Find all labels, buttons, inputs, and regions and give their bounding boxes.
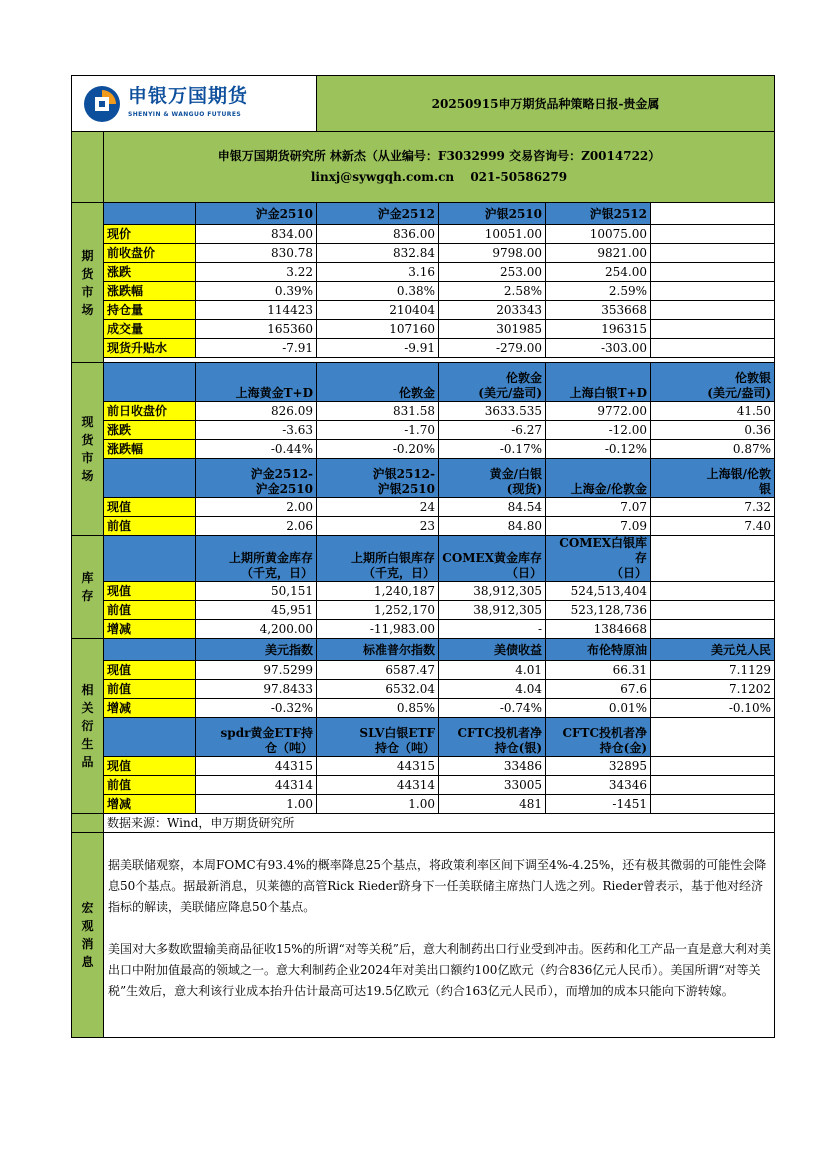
inventory-header: 上期所白银库存 （千克，日）	[317, 536, 439, 582]
futures-value: 301985	[439, 320, 546, 339]
futures-value: 834.00	[196, 225, 317, 244]
futures-row-label: 现价	[104, 225, 196, 244]
spot-value: -0.20%	[317, 440, 439, 459]
inventory-header: COMEX黄金库存 （日）	[439, 536, 546, 582]
related-value: 0.85%	[317, 699, 439, 718]
related-etf-header: CFTC投机者净 持仓(金)	[546, 718, 651, 757]
section-macro: 宏 观 消 息	[72, 833, 104, 1038]
spot-ratio-value: 2.00	[196, 498, 317, 517]
spot-ratio-row	[72, 517, 775, 536]
related-etf-value: 33005	[439, 776, 546, 795]
spot-value: -0.12%	[546, 440, 651, 459]
related-header: 美元兑人民	[651, 639, 775, 661]
spot-row	[72, 402, 775, 421]
futures-value: 9798.00	[439, 244, 546, 263]
spacer-cell	[72, 132, 104, 203]
futures-header: 沪银2510	[439, 203, 546, 225]
spot-value: 826.09	[196, 402, 317, 421]
futures-value: -303.00	[546, 339, 651, 358]
related-row-label: 现值	[104, 661, 196, 680]
futures-row	[72, 301, 775, 320]
spot-row-label: 涨跌幅	[104, 440, 196, 459]
related-etf-value: 44314	[196, 776, 317, 795]
inventory-value: 38,912,305	[439, 582, 546, 601]
spot-ratio-header: 沪银2512- 沪银2510	[317, 459, 439, 498]
inventory-value: 524,513,404	[546, 582, 651, 601]
inventory-value: 50,151	[196, 582, 317, 601]
related-row	[72, 661, 775, 680]
futures-value: 3.22	[196, 263, 317, 282]
spot-ratio-value: 7.32	[651, 498, 775, 517]
spot-ratio-row-label: 前值	[104, 517, 196, 536]
inventory-header-blank	[104, 536, 196, 582]
spot-value: -3.63	[196, 421, 317, 440]
futures-row	[72, 225, 775, 244]
futures-value: 836.00	[317, 225, 439, 244]
related-etf-row-label: 现值	[104, 757, 196, 776]
futures-value: 3.16	[317, 263, 439, 282]
news-paragraph: 美国对大多数欧盟输美商品征收15%的所谓“对等关税”后，意大利制药出口行业受到冲击。医药和化工产品一直是意大利对美出口中附加值最高的领域之一。意大利制药企业2024年对美出口额约100亿欧元（约合836亿元人民币）。美国所谓“对等关税”生效后，意大利该行业成本抬升估计最高可达19.5亿欧元（约合163亿元人民币），而增加的成本只能向下游转嫁。	[108, 942, 771, 998]
logo-mark-icon	[82, 84, 122, 124]
spot-ratio-header: 上海银/伦敦 银	[651, 459, 775, 498]
inventory-value	[651, 601, 775, 620]
spot-value: 9772.00	[546, 402, 651, 421]
futures-row-label: 涨跌	[104, 263, 196, 282]
section-related: 相 关 衍 生 品	[72, 639, 104, 814]
inventory-row	[72, 620, 775, 639]
related-row-label: 前值	[104, 680, 196, 699]
futures-value: 10075.00	[546, 225, 651, 244]
section-inventory: 库 存	[72, 536, 104, 639]
spot-ratio-header-blank	[104, 459, 196, 498]
related-value: -0.32%	[196, 699, 317, 718]
inventory-value	[651, 620, 775, 639]
logo-cell	[72, 76, 317, 132]
spot-ratio-value: 7.40	[651, 517, 775, 536]
related-row	[72, 680, 775, 699]
inventory-value: 45,951	[196, 601, 317, 620]
related-value: 4.04	[439, 680, 546, 699]
related-etf-value: 34346	[546, 776, 651, 795]
spot-value: -0.17%	[439, 440, 546, 459]
spot-value: 0.36	[651, 421, 775, 440]
inventory-row-label: 增减	[104, 620, 196, 639]
spot-row-label: 涨跌	[104, 421, 196, 440]
macro-news	[104, 833, 775, 1038]
related-etf-header: CFTC投机者净 持仓(银)	[439, 718, 546, 757]
related-etf-row	[72, 795, 775, 814]
futures-value	[651, 263, 775, 282]
spot-value: -12.00	[546, 421, 651, 440]
spot-ratio-header: 沪金2512- 沪金2510	[196, 459, 317, 498]
inventory-value: 38,912,305	[439, 601, 546, 620]
spot-row	[72, 421, 775, 440]
futures-value: 114423	[196, 301, 317, 320]
report-sheet	[71, 75, 774, 1038]
logo-text-en: SHENYIN & WANGUO FUTURES	[128, 110, 242, 118]
futures-value: 0.39%	[196, 282, 317, 301]
spot-ratio-header: 黄金/白银 (现货)	[439, 459, 546, 498]
related-value: 6532.04	[317, 680, 439, 699]
spot-header: 伦敦金 (美元/盎司)	[439, 363, 546, 402]
futures-value: 2.59%	[546, 282, 651, 301]
related-row-label: 增减	[104, 699, 196, 718]
futures-value: 9821.00	[546, 244, 651, 263]
news-paragraph: 据美联储观察，本周FOMC有93.4%的概率降息25个基点，将政策利率区间下调至4%-4.25%，还有极其微弱的可能性会降息50个基点。据最新消息，贝莱德的高管Rick Rieder跻身下一任美联储主席热门人选之列。Rieder曾表示，基于他对经济指标的解读，美联储应降息50个基点。	[108, 858, 767, 914]
inventory-value: 4,200.00	[196, 620, 317, 639]
spot-value: 41.50	[651, 402, 775, 421]
inventory-header: 上期所黄金库存 （千克，日）	[196, 536, 317, 582]
spot-ratio-value: 84.54	[439, 498, 546, 517]
related-etf-header: SLV白银ETF 持仓（吨）	[317, 718, 439, 757]
spot-ratio-row	[72, 498, 775, 517]
spot-ratio-header: 上海金/伦敦金	[546, 459, 651, 498]
related-header: 美债收益	[439, 639, 546, 661]
related-etf-row-label: 前值	[104, 776, 196, 795]
inventory-row	[72, 582, 775, 601]
related-value: 4.01	[439, 661, 546, 680]
spot-ratio-value: 7.09	[546, 517, 651, 536]
spot-value: -6.27	[439, 421, 546, 440]
inventory-value: -	[439, 620, 546, 639]
related-etf-row-label: 增减	[104, 795, 196, 814]
futures-value: 210404	[317, 301, 439, 320]
futures-header: 沪金2510	[196, 203, 317, 225]
spot-row	[72, 440, 775, 459]
spot-value: 0.87%	[651, 440, 775, 459]
related-etf-header-blank	[104, 718, 196, 757]
futures-value: -7.91	[196, 339, 317, 358]
related-etf-value: 481	[439, 795, 546, 814]
futures-row-label: 现货升贴水	[104, 339, 196, 358]
spot-ratio-value: 24	[317, 498, 439, 517]
related-etf-value: 44315	[317, 757, 439, 776]
futures-value: 107160	[317, 320, 439, 339]
spot-row-label: 前日收盘价	[104, 402, 196, 421]
related-value: 97.5299	[196, 661, 317, 680]
futures-value: 2.58%	[439, 282, 546, 301]
related-value: 7.1129	[651, 661, 775, 680]
inventory-row	[72, 601, 775, 620]
inventory-value: -11,983.00	[317, 620, 439, 639]
inventory-value: 1384668	[546, 620, 651, 639]
analyst-info: 申银万国期货研究所 林新杰（从业编号：F3032999 交易咨询号：Z0014722） linxj@sywgqh.com.cn 021-50586279	[104, 132, 775, 203]
related-value: 7.1202	[651, 680, 775, 699]
spot-ratio-row-label: 现值	[104, 498, 196, 517]
related-header: 布伦特原油	[546, 639, 651, 661]
spot-header: 上海黄金T+D	[196, 363, 317, 402]
section-spot: 现 货 市 场	[72, 363, 104, 536]
futures-header: 沪银2512	[546, 203, 651, 225]
related-header-blank	[104, 639, 196, 661]
futures-value: 353668	[546, 301, 651, 320]
futures-value	[651, 339, 775, 358]
section-futures: 期 货 市 场	[72, 203, 104, 363]
related-etf-value: 44314	[317, 776, 439, 795]
related-header: 美元指数	[196, 639, 317, 661]
futures-row-label: 成交量	[104, 320, 196, 339]
related-etf-value: 32895	[546, 757, 651, 776]
spacer-cell	[72, 814, 104, 833]
related-etf-value: 1.00	[317, 795, 439, 814]
related-etf-header: spdr黄金ETF持 仓（吨）	[196, 718, 317, 757]
futures-row-label: 前收盘价	[104, 244, 196, 263]
inventory-value: 1,240,187	[317, 582, 439, 601]
futures-value: 10051.00	[439, 225, 546, 244]
related-etf-value: 33486	[439, 757, 546, 776]
report-title: 20250915申万期货品种策略日报-贵金属	[317, 76, 775, 132]
related-row	[72, 699, 775, 718]
related-etf-value	[651, 776, 775, 795]
related-header: 标准普尔指数	[317, 639, 439, 661]
related-value: 0.01%	[546, 699, 651, 718]
inventory-header	[651, 536, 775, 582]
futures-value: 832.84	[317, 244, 439, 263]
spot-header: 伦敦金	[317, 363, 439, 402]
inventory-value: 1,252,170	[317, 601, 439, 620]
futures-value: 254.00	[546, 263, 651, 282]
logo-text-cn: 申银万国期货	[128, 84, 249, 107]
related-etf-row	[72, 757, 775, 776]
futures-value: -279.00	[439, 339, 546, 358]
futures-row	[72, 339, 775, 358]
related-etf-value: -1451	[546, 795, 651, 814]
futures-value	[651, 282, 775, 301]
spot-ratio-value: 2.06	[196, 517, 317, 536]
futures-value: 165360	[196, 320, 317, 339]
futures-value	[651, 320, 775, 339]
spot-header-blank	[104, 363, 196, 402]
related-etf-row	[72, 776, 775, 795]
futures-header	[651, 203, 775, 225]
futures-row	[72, 320, 775, 339]
spot-ratio-value: 7.07	[546, 498, 651, 517]
spot-value: -1.70	[317, 421, 439, 440]
futures-value	[651, 301, 775, 320]
related-etf-value	[651, 795, 775, 814]
company-logo	[72, 76, 316, 131]
related-etf-value: 44315	[196, 757, 317, 776]
futures-header-blank	[104, 203, 196, 225]
futures-value: 196315	[546, 320, 651, 339]
related-value: -0.74%	[439, 699, 546, 718]
spot-value: -0.44%	[196, 440, 317, 459]
spot-header: 伦敦银 (美元/盎司)	[651, 363, 775, 402]
futures-row	[72, 244, 775, 263]
futures-value: 253.00	[439, 263, 546, 282]
data-source: 数据来源：Wind，申万期货研究所	[104, 814, 775, 833]
spot-value: 3633.535	[439, 402, 546, 421]
related-value: 66.31	[546, 661, 651, 680]
inventory-row-label: 现值	[104, 582, 196, 601]
inventory-row-label: 前值	[104, 601, 196, 620]
related-etf-value: 1.00	[196, 795, 317, 814]
futures-row	[72, 263, 775, 282]
futures-value: -9.91	[317, 339, 439, 358]
spot-header: 上海白银T+D	[546, 363, 651, 402]
futures-row-label: 持仓量	[104, 301, 196, 320]
spot-value: 831.58	[317, 402, 439, 421]
inventory-value	[651, 582, 775, 601]
related-etf-value	[651, 757, 775, 776]
related-value: 97.8433	[196, 680, 317, 699]
futures-value	[651, 244, 775, 263]
related-value: -0.10%	[651, 699, 775, 718]
related-value: 6587.47	[317, 661, 439, 680]
spot-ratio-value: 84.80	[439, 517, 546, 536]
futures-value: 830.78	[196, 244, 317, 263]
futures-value: 0.38%	[317, 282, 439, 301]
spot-ratio-value: 23	[317, 517, 439, 536]
related-value: 67.6	[546, 680, 651, 699]
futures-value: 203343	[439, 301, 546, 320]
inventory-header: COMEX白银库存 （日）	[546, 536, 651, 582]
report-table	[71, 75, 775, 1038]
inventory-value: 523,128,736	[546, 601, 651, 620]
futures-header: 沪金2512	[317, 203, 439, 225]
related-etf-header	[651, 718, 775, 757]
futures-row-label: 涨跌幅	[104, 282, 196, 301]
futures-row	[72, 282, 775, 301]
futures-value	[651, 225, 775, 244]
